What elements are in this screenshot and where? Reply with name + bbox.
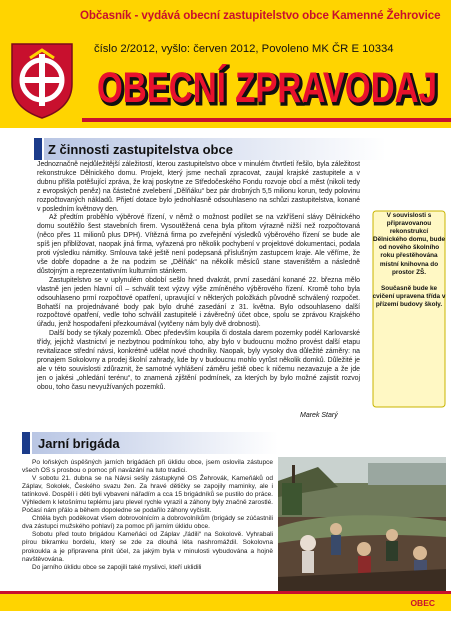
sidebar-note-paragraph: V souvislosti s připravovanou rekonstrukcí Dělnického domu, bude od nového školního roku přestěhována místní knihovna do prostor ZŠ. — [372, 212, 446, 276]
title-bar-accent — [22, 432, 30, 454]
sidebar-note-paragraph: Současně bude ke cvičení upravena třída v přízemí budovy školy. — [372, 284, 446, 308]
article-paragraph: Až předtím proběhlo výběrové řízení, v němž o možnost podílet se na vzkříšení slávy Dělnického domu soutěžilo šest stavebních firem. Vysoutěžená cena byla přitom výrazně nižší než rozpočtovaná (něco přes 11 milionů plus DPH). Vítězná firma po zveřejnění výsledků výběrového řízení se bude ale spíš jen přibližovat, naopak jiná firma, vyřazená pro několik pochybení v projektové dokumentaci, podala proti výsledku námitky. Smlouva také ještě není podepsaná příslušným zastupcem kraje. Ale věříme, že vše dobře dopadne a že na podzim se „Dělňák“ na několik měsíců stane staveništěm a následně důstojným a reprezentativním kulturním stánkem. — [37, 214, 360, 275]
article-brigada — [22, 459, 273, 572]
masthead-title — [96, 64, 442, 112]
article-paragraph: Do jarního úklidu obce se zapojili také myslivci, kteří uklidili — [32, 563, 202, 571]
article-paragraph: Jednoznačně nejdůležitější záležitostí, kterou zastupitelstvo obce v minulém čtvrtletí řešilo, byla záležitost rekonstrukce Dělnického domu. Projekt, který jsme nechali zpracovat, zaujal krajské zastupitele a v dubnu přišla potěšující zpráva, že kraj poskytne ze Středočeského Fondu rozvoje obcí a měst (nikoli tedy z evropských peněz) na částečné zvelebení „Dělňáku“ bez pár drobných 5,5 milionu korun, tedy polovinu rozpočtovaných nákladů. Přijetí dotace bylo jednohlasně odsouhlaseno na schůzi zastupitelstva, konané v posledním květnovy den. — [37, 161, 360, 213]
header-divider — [82, 118, 451, 122]
article-paragraph: Chtěla bych poděkovat všem dobrovolnícím a dobrovolníkům (brigády se zúčastnili dva zástupci mužského pohlaví) za pomoc při jarním úklidu obce. — [22, 515, 273, 531]
article-zastupitelstvo — [37, 161, 360, 393]
masthead-text: OBECNÍ ZPRAVODAJ — [97, 64, 437, 112]
article-paragraph: Další body se týkaly pozemků. Obec především koupila či dostala darem pozemky podél Karlovarské třídy, jejichž vlastnictví je nezbytnou podmínkou toho, aby bylo v budoucnu možno provést další etapu revitalizace střední návsi, konkrétně udělat nové chodníky. Naopak, byly vysoky dva důležité záměry: na pronajem Sokolovny a prodej školní zahrady, kde by v budoucnu mohlo vyrůst několik domků. Důležité je ale v této souvislosti zdůraznit, že samotné vyhlášení záměru ještě obec k ničemu nezavazuje a že jde jen o jakési „ohledání terénu“, to znamená zjištění podmínek, za kterých by bylo možné zajistit rozvoj obou, toho času nevyužívaných pozemků. — [37, 330, 360, 391]
brigade-photo — [278, 457, 446, 591]
masthead-shadow: OBECNÍ ZPRAVODAJ — [99, 66, 439, 112]
coat-of-arms-icon — [8, 40, 76, 120]
article-author: Marek Starý — [300, 412, 338, 419]
article-paragraph: V sobotu 21. dubna se na Návsi sešly zástupkyně OS Žehrovák, Kameňáků od Záplav, Sokolek, Českého svazu žen. Za hravé dětičky se zapojily maminky, ale i tatínkové. Dospělí i děti byli vybaveni nářadím a cca 15 brigádníků se pustilo do práce. Výhledem k letošnímu teplému jaru plevel rychle vyrazil a záhony byly značně zarostlé. Počasí nám přálo a během dopoledne se podařilo záhony vyčistit. — [22, 475, 273, 515]
section-title-zastupitelstvo: Z činnosti zastupitelstva obce — [48, 142, 233, 157]
article-paragraph: Zastupitelstvo se v uplynulém období sešlo hned dvakrát, první zasedání konané 22. března mělo vlastně jen jeden hlavní cíl – schválit text výzvy výše zmíněného výběrového řízení. Kromě toho byla odsouhlaseno prmí rozpočtové opatření, upravující v některých položkách původně schválený rozpočet. Bohatší na projednávané body pak bylo druhé zasedání z 31. května. Bylo odsouhlaseno další rozpočtové opatření, vedle toho schválil zastupitelé i závěrečný účet obce, spolu se zprávou Krajského úřadu, jenž hospodaření přezkoumával (vytčeny nám byly dvě drobnosti). — [37, 276, 360, 329]
sidebar-note — [372, 212, 446, 309]
footer-band — [0, 591, 451, 611]
footer-divider — [0, 591, 451, 594]
title-bar-accent — [34, 138, 42, 160]
publisher-line: Občasník - vydává obecní zastupitelstvo obce Kamenné Žehrovice — [80, 9, 441, 22]
article-paragraph: Sobotu před touto brigádou Kameňáci od Záplav „řádili“ na Sokolově. Vyhrabali pírou bikramku bordelu, který se zde za dlouhá léta nashromáždil. Sokolovna prokoukla a je připravena plnit účel, za jakým byla v minulosti vybudována a hojně navštěvována. — [22, 531, 273, 563]
issue-info: číslo 2/2012, vyšlo: červen 2012, Povoleno MK ČR E 10334 — [94, 43, 394, 55]
article-paragraph: Po loňských úspěšných jarních brigádách při úklidu obce, jsem oslovila zástupce všech OS s prosbou o pomoc při navázání na tuto tradici. — [22, 459, 273, 475]
page-bottom-margin — [0, 611, 451, 640]
section-title-brigada: Jarní brigáda — [38, 436, 120, 451]
footer-label: OBEC — [410, 598, 435, 608]
